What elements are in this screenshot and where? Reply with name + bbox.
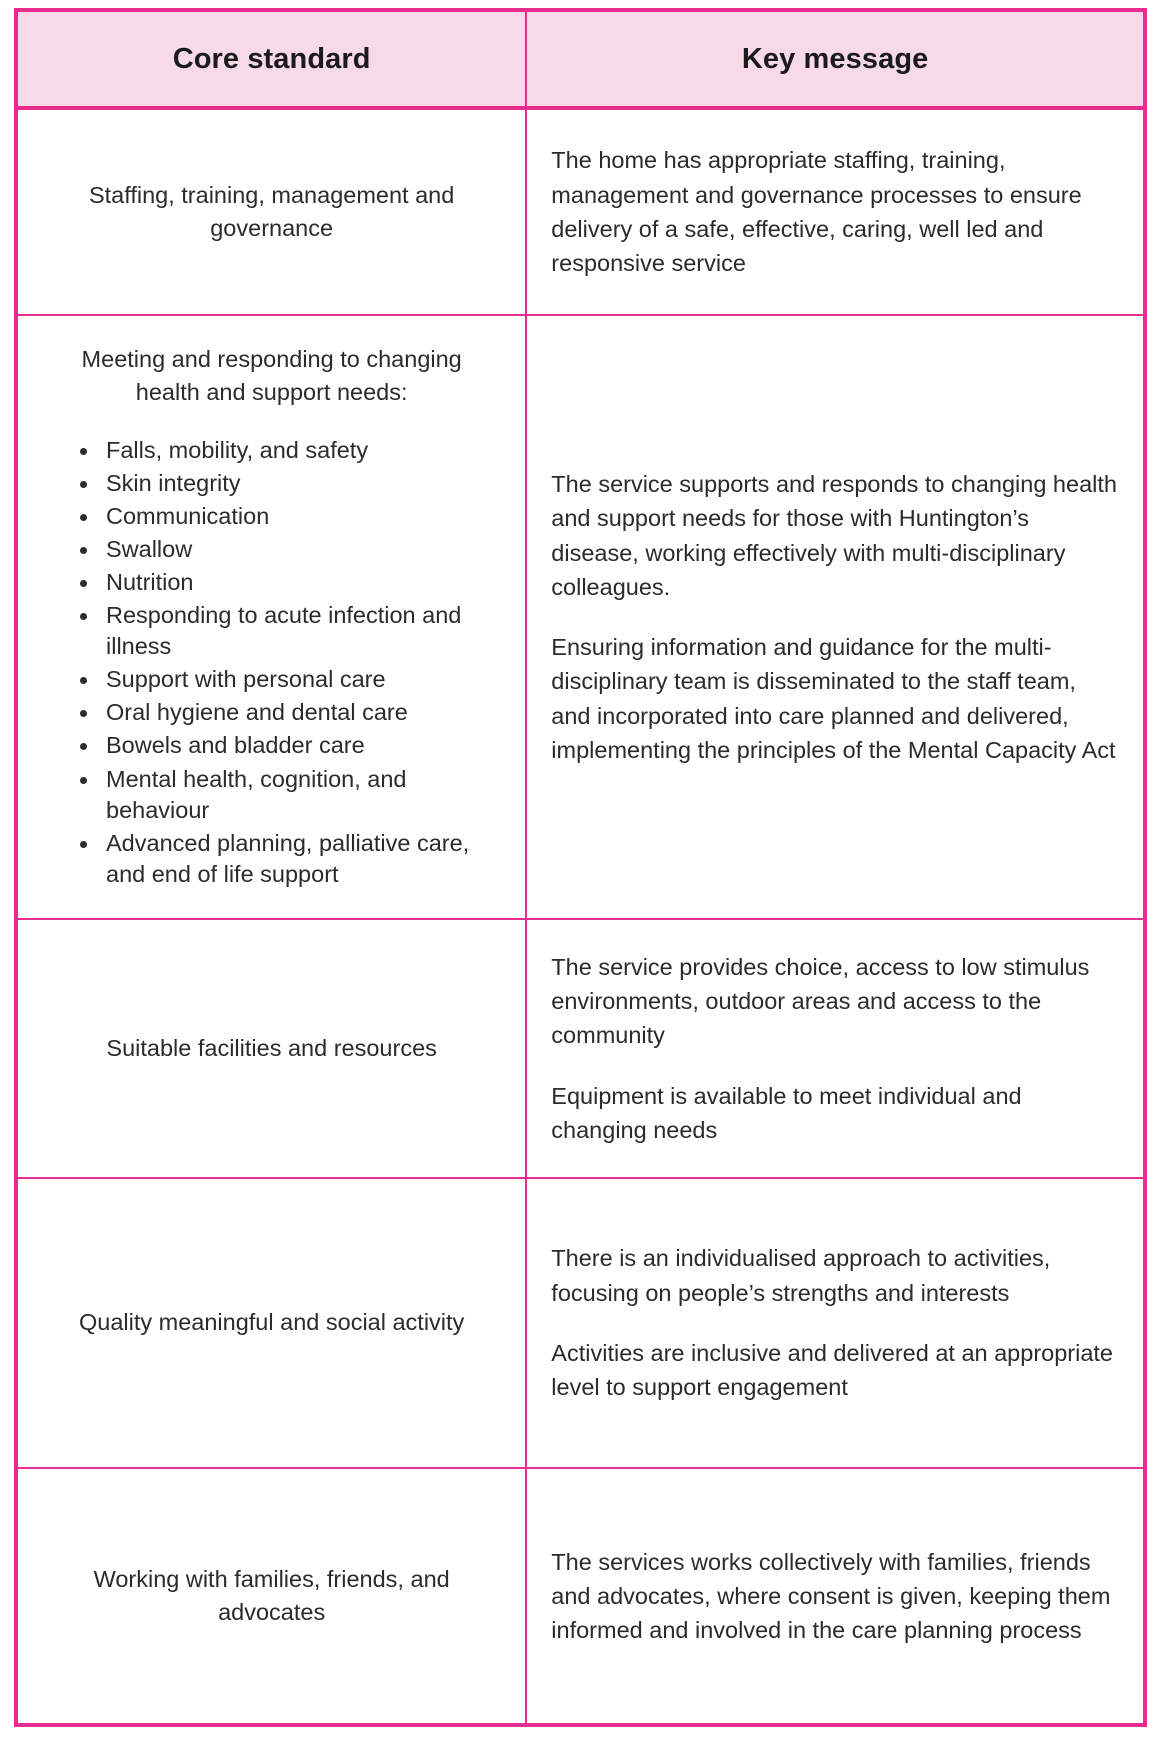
core-standard-sub-point: Communication — [78, 501, 495, 532]
core-standard-sub-point: Responding to acute infection and illness — [78, 600, 495, 662]
core-standard-cell — [16, 108, 526, 315]
header-row — [16, 10, 1145, 108]
key-message-cell — [526, 1468, 1145, 1725]
table-row — [16, 919, 1145, 1178]
core-standard-sub-point-list — [48, 435, 495, 889]
column-header-core-standard: Core standard — [16, 10, 526, 108]
core-standard-sub-point: Advanced planning, palliative care, and end of life support — [78, 828, 495, 890]
key-message-cell — [526, 919, 1145, 1178]
core-standard-cell — [16, 315, 526, 919]
core-standard-cell — [16, 1468, 526, 1725]
core-standard-sub-point: Nutrition — [78, 567, 495, 598]
core-standard-sub-point: Bowels and bladder care — [78, 730, 495, 761]
table-row — [16, 1468, 1145, 1725]
core-standard-sub-point: Support with personal care — [78, 664, 495, 695]
core-standard-title: Meeting and responding to changing health and support needs: — [81, 345, 462, 405]
key-message-paragraph: The service provides choice, access to low stimulus environments, outdoor areas and access to the community — [551, 953, 1090, 1049]
core-standard-sub-point: Skin integrity — [78, 468, 495, 499]
core-standards-table — [14, 8, 1147, 1727]
key-message-cell — [526, 315, 1145, 919]
table-row — [16, 1178, 1145, 1468]
key-message-paragraph: There is an individualised approach to activities, focusing on people’s strengths and interests — [551, 1245, 1051, 1306]
core-standard-cell — [16, 1178, 526, 1468]
key-message-paragraph: The home has appropriate staffing, training, management and governance processes to ensure delivery of a safe, effective, caring, well led and responsive service — [551, 147, 1082, 277]
core-standard-title: Suitable facilities and resources — [106, 1034, 437, 1061]
key-message-paragraph: Ensuring information and guidance for the multi-disciplinary team is disseminated to the staff team, and incorporated into care planned and delivered, implementing the principles of the Mental Capacity Act — [551, 634, 1116, 763]
core-standard-title: Working with families, friends, and advocates — [93, 1565, 450, 1626]
key-message-cell — [526, 108, 1145, 315]
key-message-paragraph: The services works collectively with families, friends and advocates, where consent is given, keeping them informed and involved in the care planning process — [551, 1548, 1111, 1644]
key-message-paragraph: Equipment is available to meet individual and changing needs — [551, 1082, 1022, 1143]
core-standard-title: Quality meaningful and social activity — [78, 1309, 465, 1336]
core-standard-sub-point: Oral hygiene and dental care — [78, 697, 495, 728]
column-header-key-message: Key message — [526, 10, 1145, 108]
core-standard-title: Staffing, training, management and governance — [88, 181, 455, 242]
core-standard-cell — [16, 919, 526, 1178]
core-standard-sub-point: Falls, mobility, and safety — [78, 435, 495, 466]
core-standard-sub-point: Mental health, cognition, and behaviour — [78, 764, 495, 826]
table-header — [16, 10, 1145, 108]
key-message-cell — [526, 1178, 1145, 1468]
core-standard-sub-point: Swallow — [78, 534, 495, 565]
key-message-paragraph: The service supports and responds to changing health and support needs for those with Huntington’s disease, working effectively with multi-disciplinary colleagues. — [551, 470, 1117, 600]
table-row — [16, 108, 1145, 315]
key-message-paragraph: Activities are inclusive and delivered at an appropriate level to support engagement — [551, 1340, 1114, 1401]
table-row — [16, 315, 1145, 919]
table-body — [16, 108, 1145, 1725]
